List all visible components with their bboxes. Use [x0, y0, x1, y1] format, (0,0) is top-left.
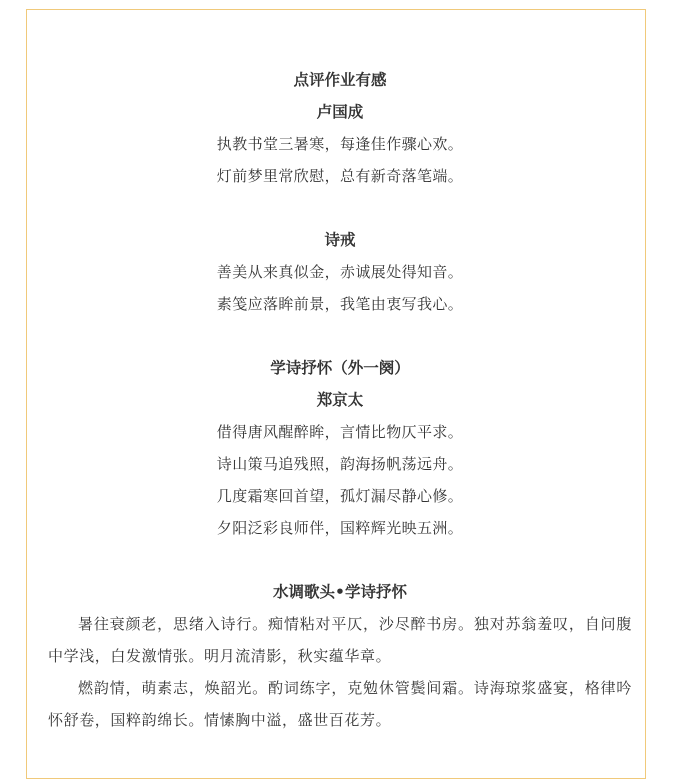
poem-title: 学诗抒怀（外一阕）	[270, 359, 410, 377]
poem-paragraph: 燃韵情，萌素志，焕韶光。酌词练字，克勉休管鬓间霜。诗海琼浆盛宴，格律吟怀舒卷，国粹韵绵长。情愫胸中溢，盛世百花芳。	[48, 679, 632, 729]
poem-line: 灯前梦里常欣慰，总有新奇落笔端。	[216, 167, 464, 185]
article-content	[48, 64, 632, 736]
poem-paragraph: 暑往衰颜老，思绪入诗行。痴情粘对平仄，沙尽醉书房。独对苏翁羞叹，自问腹中学浅，白发激情张。明月流清影，秋实蕴华章。	[48, 615, 632, 665]
poem-line: 借得唐风醒醉眸，言情比物仄平求。	[216, 423, 464, 441]
poem-title: 点评作业有感	[293, 71, 387, 89]
poem-author: 郑京太	[316, 391, 364, 409]
poem-title: 诗戒	[324, 231, 356, 249]
section-spacer	[48, 192, 632, 224]
section-spacer	[48, 544, 632, 576]
poem-author: 卢国成	[316, 103, 364, 121]
poem-line: 诗山策马追残照，韵海扬帆荡远舟。	[216, 455, 464, 473]
poem-title: 水调歌头•学诗抒怀	[273, 583, 407, 601]
poem-line: 几度霜寒回首望，孤灯漏尽静心修。	[216, 487, 464, 505]
poem-line: 善美从来真似金，赤诚展处得知音。	[216, 263, 464, 281]
poem-line: 素笺应落眸前景，我笔由衷写我心。	[216, 295, 464, 313]
section-spacer	[48, 320, 632, 352]
poem-line: 执教书堂三暑寒，每逢佳作骤心欢。	[216, 135, 464, 153]
poem-line: 夕阳泛彩良师伴，国粹辉光映五洲。	[216, 519, 464, 537]
